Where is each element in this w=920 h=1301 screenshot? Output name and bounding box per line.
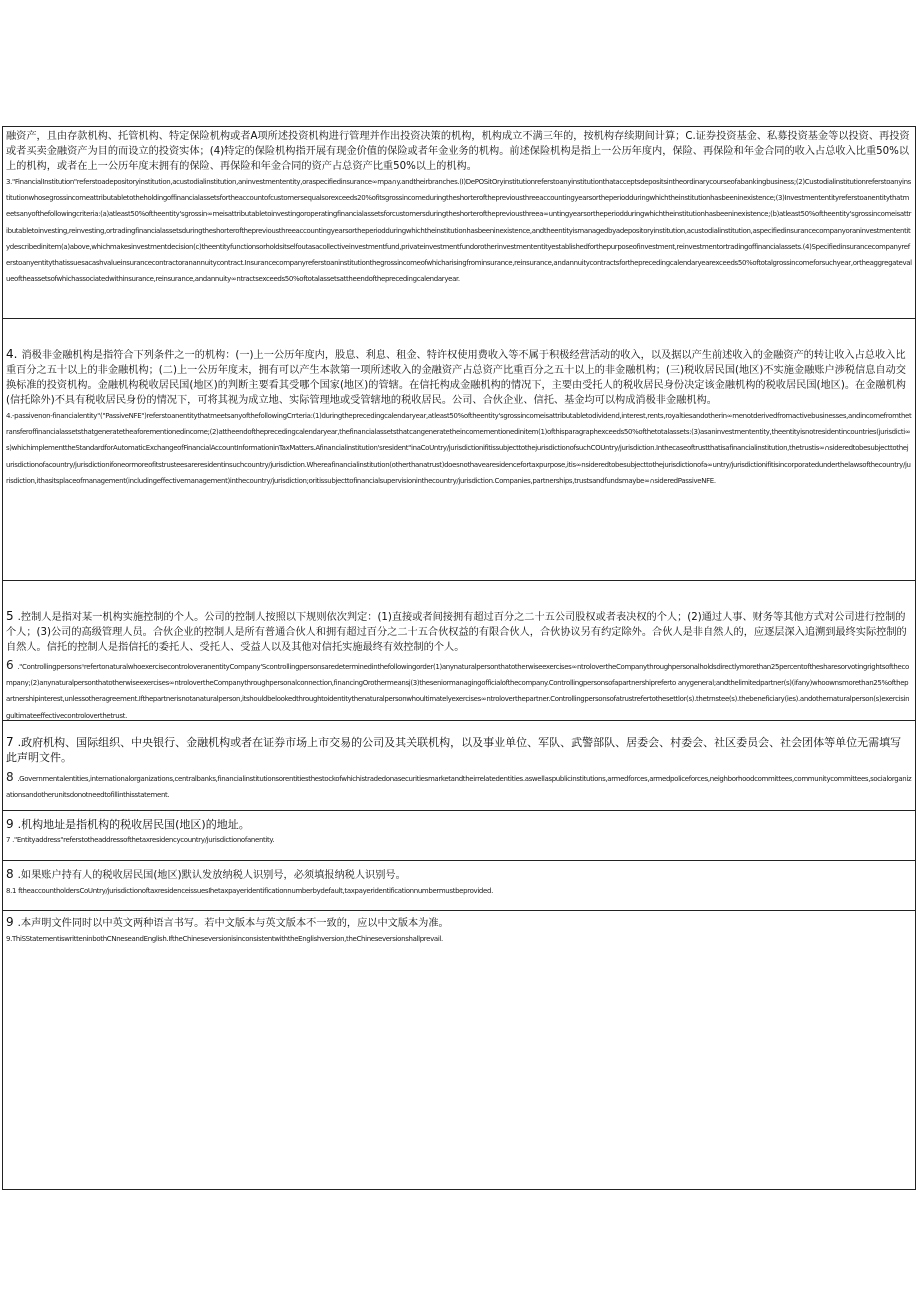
financial-institution-zh: 融资产，且由存款机构、托管机构、特定保险机构或者A项所述投资机构进行管理并作出投资决策的机构，机构成立不满三年的，按机构存续期间计算；C.证券投资基金、私募投资基金等以投资、再投资或者买卖金融资产为目的而设立的投资实体；(4)特定的保险机构指开展有现金价值的保险或者年金业务的机构。前述保险机构是指上一公历年度内，保险、再保险和年金合同的收入占总收入比重50%以上的机构，或者在上一公历年度末拥有的保险、再保险和年金合同的资产占总资产比重50%以上的机构。 — [6, 131, 910, 172]
passive-nfe-number: 4. — [6, 347, 18, 361]
section-controlling-person-zh — [3, 609, 915, 656]
entity-address-en-number: 7 — [6, 836, 11, 844]
tin-en-number: 8.1 — [6, 887, 17, 895]
entity-address-number: 9 — [6, 817, 14, 831]
section-controlling-person-en — [3, 657, 915, 721]
section-passive-nfe — [3, 347, 915, 581]
exempt-entities-number: 7 — [6, 735, 14, 749]
section-language — [3, 915, 915, 955]
controlling-person-number: 5 — [6, 609, 14, 623]
section-exempt-entities-zh — [3, 735, 915, 771]
controlling-person-en: ."ControllingpersonsⁿrefertonaturalwhoexercisecontroloveranentityCompany'Scontrollingpersonsaredeterminedinthefollowingorder(1)anynaturalpersonthatotherwiseexercises∞ntrolovertheCompanythroughpersonalholdsdirectlymorethan25percentofthesharesorvotingrightsofthecompany;(2)anynaturalpersonthatotherwiseexercises∞ntrolovertheCompanythroughpersonalconnection,financingOrothermeansj(3)theseniormanagingofficialofthecompany.Controllingpersonsofapartnershipreferto anygeneral;andthelimitedpartner(s)(ifany)whoownsmorethan25%ofthepartnershipinterest,unlessotheragreement.Ifthepartnerisnotanaturalperson,itshouldbelookedthroughtoidentitythenaturalpersonwhoultimatelyexercises∞ntroloverthepartner.Controllingpersonsofatrustrefertothesettlor(s).thetrnstee(s).thebeneficiary(ies).andothernaturalperson(s)exercisingultimateeffectivecontroloverthetrust. — [6, 663, 910, 720]
exempt-entities-en-number: 8 — [6, 770, 14, 784]
section-financial-institution — [3, 129, 915, 319]
controlling-person-zh: .控制人是指对某一机构实施控制的个人。公司的控制人按照以下规则依次判定：(1)直接或者间接拥有超过百分之二十五公司股权或者表决权的个人；(2)通过人事、财务等其他方式对公司进行控制的个人；(3)公司的高级管理人员。合伙企业的控制人是所有普通合伙人和拥有超过百分之二十五合伙权益的有限合伙人，合伙协议另有约定除外。合伙人是非自然人的，应逐层深入追溯到最终实际控制的自然人。信托的控制人是指信托的委托人、受托人、受益人以及其他对信托实施最终有效控制的个人。 — [6, 612, 907, 653]
language-en: 9.ThiSStatementiswritteninbothCNneseandEnglish.IftheChineseversionisinconsistentwiththeEnglishversion,theChineseversionshallprevail. — [6, 935, 443, 943]
language-zh: .本声明文件同时以中英文两种语言书写。若中文版本与英文版本不一致的，应以中文版本为准。 — [17, 918, 449, 929]
financial-institution-en: 3."FinancialInstitution"referstoadepositoryinstitution,acustodialinstitution,aninvestmententity,oraspecifiedinsurance∞mpa∩y.andtheirbranches.(I)DePOSitOryinstitutionreferstoanyinstitutionthatacceptsdepositsintheordinarycourseofabankingbusiness;(2)Custodialinstitutionreferstoanyinstitutionwhosegrossincomeattributabletotheholdingoffinancialassetsfortheaccountofcustomersequalsorexceeds20%ofitsgrossincomeduringtheshorterofthepreviousthreeaccountingyearsortheperiodduringwhichtheinstitutionhasbeeninexistence;(3)Investmententityreferstoanentitythatmeetsanyofthefollowingcriteria:(a)atleast50%oftheentity'sgrossin∞meisattributabletoinvestingoroperatingfinancialassetsforcustomersduringtheshorterofthepreviousthreea∞untingyearsortheperiodduringwhichtheinstitutionhasbeeninexistence;(b)atleast50%oftheentity'sgrossincomeisattributabletoinvesting,reinvesting,ortradingfinancialassetsduringtheshorterofthepreviousthreeaccountingyearsortheperiodduringwhichtheinstitutionhasbeeninexistence,andtheentityismanagedbyadepositoryinstitution,acustodialinstitution,aspecifiedinsurancecompanyoraninvestmententitydescribedinitem(a)above,whichmakesinvestmentdecision(c)theentityfunctionsorholdsitselfoutasacollectiveinvestmentfund,privateinvestmentfundorotherinvestmententityestablishedforthepurposeofinvestment,reinvestmentortradingoffinancialassets.(4)Specifiedinsurancecompanyreferstoanyentitythatissuesacashvalueinsurancecontractoranannuitycontract.Insurancecompanyreferstoaninstitutionthegrossincomeofwhicharisingfrominsurance,reinsurance,andannuitycontractsfortheprecedingcalendaryearexceeds50%oftotalgrossincomeforsuchyear,ortheaggregatevalueoftheassetsofwhichassociatedwithinsurance,reinsurance,andannuity∞ntractsexceeds50%oftotalassetsattheendoftheprecedingcalendaryear. — [6, 178, 912, 284]
exempt-entities-zh: .政府机构、国际组织、中央银行、金融机构或者在证券市场上市交易的公司及其关联机构，以及事业单位、军队、武警部队、居委会、村委会、社区委员会、社会团体等单位无需填写此声明文件。 — [6, 736, 902, 764]
passive-nfe-en: 4.-passivenon-financialentity"("PassiveNFE")referstoanentitythatmeetsanyofthefollowingCrrteria:(1)duringtheprecedingcalendaryear,atleast50%oftheentity'sgrossincomeisattributabletodividend,interest,rents,royaltiesandotherin∞menotderivedfromactivebusinesses,andincomefromthetransferoffinancialassetsthatgeneratetheaforementionedincome;(2)attheendoftheprecedingcalendaryear,thefinancialassetsthatcangeneratetheincomementionedinitem(1)ofthisparagraphexceeds50%ofthetotalassets:(3)asaninvestmententity,theentityisnotresidentincountries(jurisdicti∞s)whichimplementtheStandardforAutomaticExchangeofFinancialAccountInformationinTaxMatters.Afinancialinstitution'sresident"inaCoUntry/jurisdictionifitissubjecttothejurisdictionofsuchCOUntry/jurisdiction.Inthecaseoftrustthatisafinancialinstitution,thetrustis∞∩sideredtobesubjecttothejurisdictionofacountry/jurisdictionifoneormoreofitstrusteesareresidentinsuchcountry/jurisdiction.Whereafinancialinstitution(otherthanatrust)doesnothavearesidencefortaxpurpose,itis∞nsideredtobesubjecttothejurisdictionofa∞untry/jurisdictionifitisincorporatedunderthelawsofthecountry/jurisdiction,ithasitsplaceofmanagement(includingeffectivemanagement)inthecountry/jurisdiction;oritissubjecttofinancialsupervisioninthecountry/jurisdiction.Companies,partnerships,trustsandfundsmaybe∞∩sideredPassiveNFE. — [6, 412, 912, 485]
tin-en: ftheaccountholdersCoUntry/jurisdictionoftaxresidenceissuesIhetaxpayeridentificationnumberbydefault,taxpayeridentificationnumbermustbeprovided. — [18, 887, 493, 895]
tin-number: 8 — [6, 867, 14, 881]
section-tin — [3, 867, 915, 911]
entity-address-zh: .机构地址是指机构的税收居民国(地区)的地址。 — [17, 818, 250, 831]
passive-nfe-zh: 消极非金融机构是指符合下列条件之一的机构：(一)上一公历年度内，股息、利息、租金、特许权使用费收入等不属于积极经营活动的收入，以及据以产生前述收入的金融资产的转让收入占总收入比重百分之五十以上的非金融机构；(二)上一公历年度末，拥有可以产生本款第一项所述收入的金融资产占总资产比重百分之五十以上的非金融机构；(三)税收居民国(地区)不实施金融账户涉税信息自动交换标准的投资机构。金融机构税收居民国(地区)的判断主要看其受哪个国家(地区)的管辖。在信托构成金融机构的情况下，主要由受托人的税收居民身份决定该金融机构的税收居民国(地区)。在金融机构(信托除外)不具有税收居民身份的情况下，可将其视为成立地、实际管理地或受管辖地的税收居民。公司、合伙企业、信托、基金均可以构成消极非金融机构。 — [6, 350, 906, 406]
section-entity-address — [3, 817, 915, 861]
tin-zh: .如果账户持有人的税收居民国(地区)默认发放纳税人识别号，必须填报纳税人识别号。 — [17, 870, 406, 881]
controlling-person-en-number: 6 — [6, 658, 14, 672]
entity-address-en: ."Entityaddress"referstotheaddressofthetaxresidencycountry/jurisdictionofanentity. — [12, 836, 275, 844]
language-number: 9 — [6, 915, 14, 929]
exempt-entities-en: .Governmentalentities,internationalorganizations,centralbanks,financialinstitutionsorentitiesthestockofwhichistradedonasecuritiesmarketandtheirrelatedentities.aswellaspublicinstitutions,armedforces,armedpoliceforces,neighborhoodcommittees,communitycommittees,socialorganizationsandotherunitsdonotneedtofillinthisstatement. — [6, 775, 912, 800]
document-table — [2, 126, 916, 1190]
section-exempt-entities-en — [3, 769, 915, 811]
